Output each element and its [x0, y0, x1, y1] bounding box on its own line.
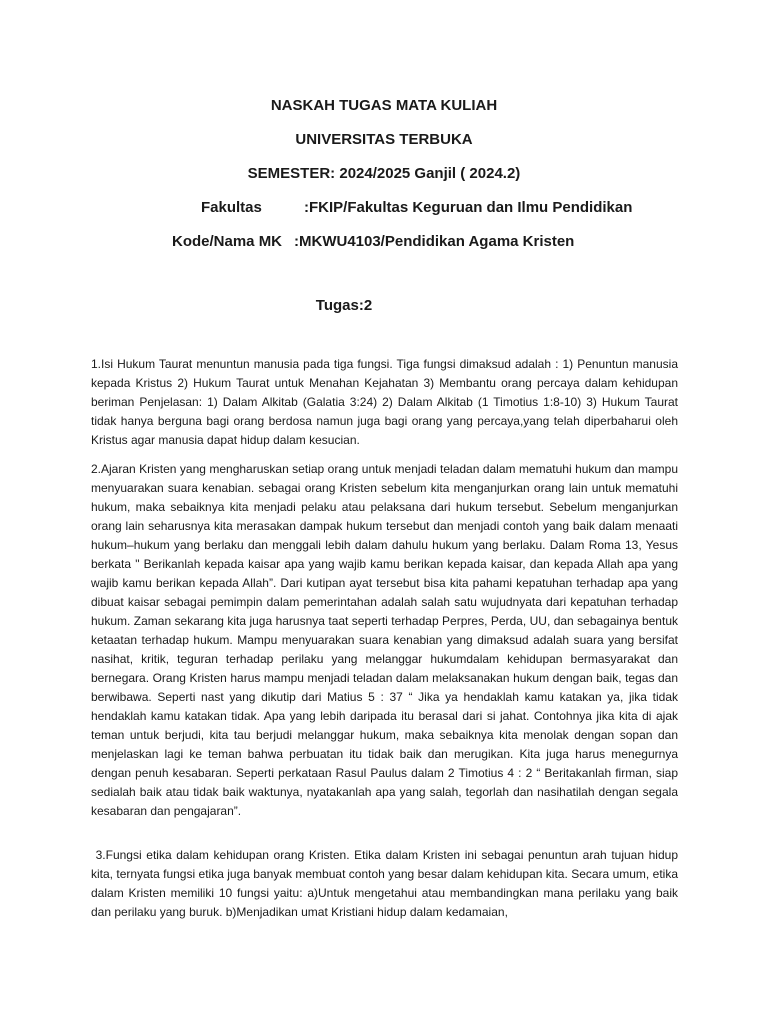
paragraph-1: 1.Isi Hukum Taurat menuntun manusia pada tiga fungsi. Tiga fungsi dimaksud adalah : 1) Penuntun manusia kepada Kristus 2) Hukum Taurat untuk Menahan Kejahatan 3) Membantu orang percaya dalam kehidupan beriman Penjelasan: 1) Dalam Alkitab (Galatia 3:24) 2) Dalam Alkitab (1 Timotius 1:8-10) 3) Hukum Taurat tidak hanya berguna bagi orang berdosa namun juga bagi orang yang percaya,yang telah diperbaharui oleh Kristus agar manusia dapat hidup dalam kesucian. [91, 357, 678, 447]
semester-line: SEMESTER: 2024/2025 Ganjil ( 2024.2) [247, 165, 521, 182]
university-name: UNIVERSITAS TERBUKA [295, 131, 473, 148]
doc-title: NASKAH TUGAS MATA KULIAH [270, 97, 498, 114]
fakultas-value: :FKIP/Fakultas Keguruan dan Ilmu Pendidikan [304, 199, 633, 216]
tugas-heading: Tugas:2 [315, 297, 373, 314]
kode-label: Kode/Nama MK [172, 233, 283, 250]
kode-value: :MKWU4103/Pendidikan Agama Kristen [294, 233, 575, 250]
paragraph-2: 2.Ajaran Kristen yang mengharuskan setiap orang untuk menjadi teladan dalam mematuhi hukum dan mampu menyuarakan suara kenabian. sebagai orang Kristen sebelum kita menganjurkan orang lain untuk mematuhi hukum, maka sebaiknya kita menjadi pelaku atau pelaksana dari hukum tersebut. Sebelum menganjurkan orang lain seharusnya kita merasakan dampak hukum tersebut dan menjadi contoh yang baik dalam menaati hukum–hukum yang berlaku dan menggali lebih dalam dahulu hukum yang berlaku. Dalam Roma 13, Yesus berkata " Berikanlah kepada kaisar apa yang wajib kamu berikan kepada kaisar, dan kepada Allah apa yang wajib kamu berikan kepada Allah”. Dari kutipan ayat tersebut bisa kita pahami kepatuhan terhadap apa yang dibuat kaisar sebagai pemimpin dalam pemerintahan adalah salah satu wujudnyata dari kepatuhan terhadap hukum. Zaman sekarang kita juga harusnya taat seperti terhadap Perpres, Perda, UU, dan sebagainya bentuk ketaatan terhadap hukum. Mampu menyuarakan suara kenabian yang dimaksud adalah suara yang bersifat nasihat, kritik, teguran terhadap perilaku yang melanggar hukumdalam kehidupan bermasyarakat dan bernegara. Orang Kristen harus mampu menjadi teladan dalam melaksanakan hukum dengan baik, tegas dan berwibawa. Seperti nast yang dikutip dari Matius 5 : 37 “ Jika ya hendaklah kamu katakan ya, jika tidak hendaklah kamu katakan tidak. Apa yang lebih daripada itu berasal dari si jahat. Contohnya jika kita di ajak teman untuk berjudi, kita tau berjudi melanggar hukum, maka sebaiknya kita menolak dengan sopan dan menjelaskan lagi ke teman bahwa perbuatan itu tidak baik dan merugikan. Kita juga harus menegurnya dengan penuh kesabaran. Seperti perkataan Rasul Paulus dalam 2 Timotius 4 : 2 “ Beritakanlah firman, siap sedialah baik atau tidak baik waktunya, nyatakanlah apa yang salah, tegorlah dan nasihatilah dengan segala kesabaran dan pengajaran”. [91, 462, 678, 818]
paragraph-3: 3.Fungsi etika dalam kehidupan orang Kristen. Etika dalam Kristen ini sebagai penuntun arah tujuan hidup kita, ternyata fungsi etika juga banyak membuat contoh yang besar dalam kehidupan kita. Secara umum, etika dalam Kristen memiliki 10 fungsi yaitu: a)Untuk mengetahui atau membandingkan mana perilaku yang baik dan perilaku yang buruk. b)Menjadikan umat Kristiani hidup dalam kedamaian, [91, 848, 678, 919]
fakultas-label: Fakultas [201, 199, 262, 216]
